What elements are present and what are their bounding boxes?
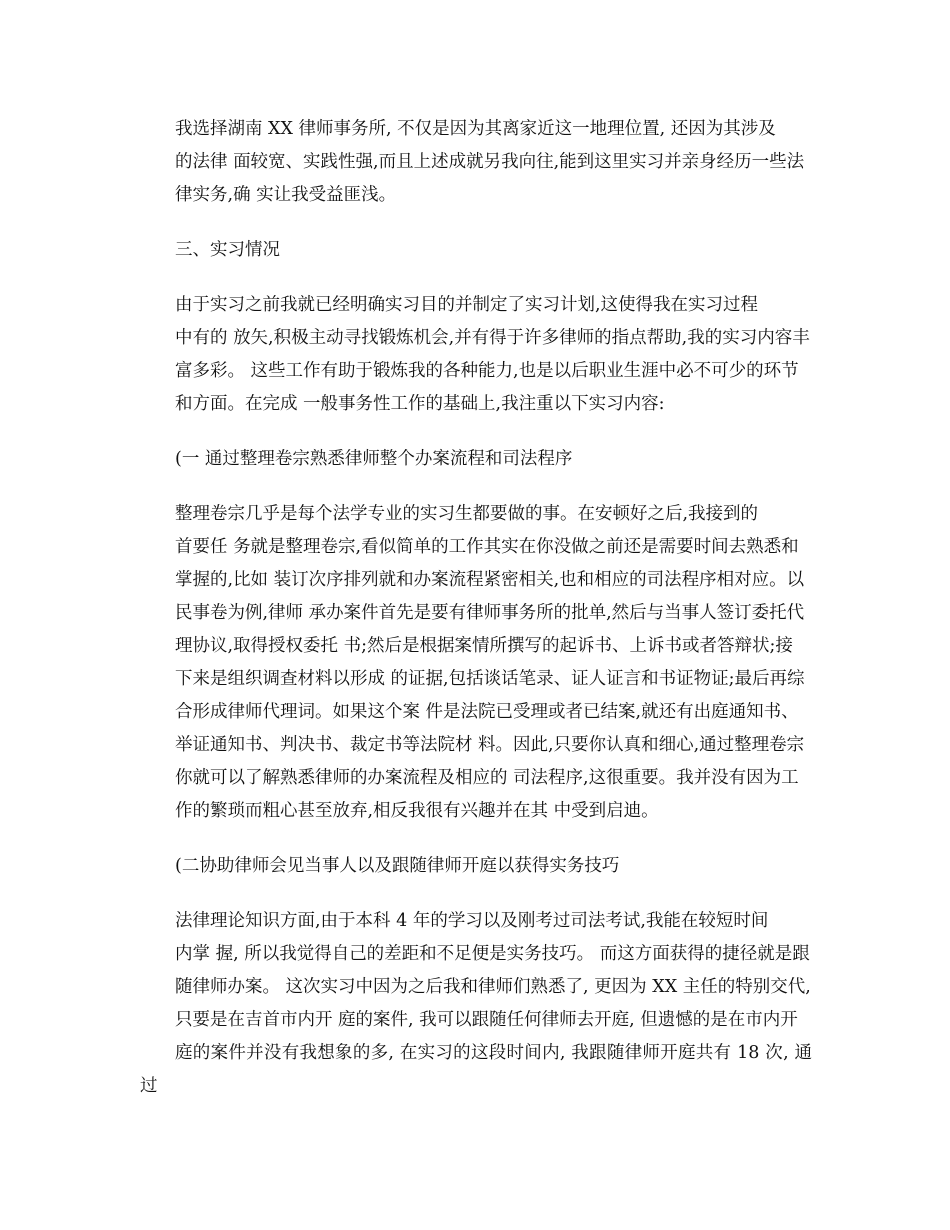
text-line: 整理卷宗几乎是每个法学专业的实习生都要做的事。在安顿好之后,我接到的 [175, 504, 759, 524]
paragraph-practice [140, 905, 812, 1103]
heading-line: (一 通过整理卷宗熟悉律师整个办案流程和司法程序 [175, 449, 573, 469]
text-line: 只要是在吉首市内开 庭的案件, 我可以跟随任何律师去开庭, 但遗憾的是在市内开 [175, 1010, 798, 1030]
text-line: 由于实习之前我就已经明确实习目的并制定了实习计划,这使得我在实习过程 [175, 295, 759, 315]
text-line: 和方面。在完成 一般事务性工作的基础上,我注重以下实习内容: [175, 394, 665, 414]
text-line: 民事卷为例,律师 承办案件首先是要有律师事务所的批单,然后与当事人签订委托代 [175, 603, 805, 623]
text-line: 下来是组织调查材料以形成 的证据,包括谈话笔录、证人证言和书证物证;最后再综 [175, 669, 805, 689]
heading-line: 三、实习情况 [175, 240, 280, 260]
text-line: 举证通知书、判决书、裁定书等法院材 料。因此,只要你认真和细心,通过整理卷宗 [175, 735, 805, 755]
text-line: 首要任 务就是整理卷宗,看似简单的工作其实在你没做之前还是需要时间去熟悉和 [175, 537, 799, 557]
paragraph-plan [140, 289, 812, 421]
text-line: 理协议,取得授权委托 书;然后是根据案情所撰写的起诉书、上诉书或者答辩状;接 [175, 636, 793, 656]
text-line: 法律理论知识方面,由于本科 4 年的学习以及刚考过司法考试,我能在较短时间 [175, 911, 769, 931]
paragraph-intro [140, 113, 812, 212]
text-line: 庭的案件并没有我想象的多, 在实习的这段时间内, 我跟随律师开庭共有 18 次, 通过 [140, 1043, 812, 1096]
text-line: 合形成律师代理词。如果这个案 件是法院已受理或者已结案,就还有出庭通知书、 [175, 702, 799, 722]
document-body [140, 113, 812, 1125]
text-line: 内掌 握, 所以我觉得自己的差距和不足便是实务技巧。 而这方面获得的捷径就是跟 [175, 944, 810, 964]
text-line: 随律师办案。 这次实习中因为之后我和律师们熟悉了, 更因为 XX 主任的特别交代, [175, 977, 811, 997]
section-heading [140, 234, 812, 267]
text-line: 你就可以了解熟悉律师的办案流程及相应的 司法程序,这很重要。我并没有因为工 [175, 768, 799, 788]
text-line: 掌握的,比如 装订次序排列就和办案流程紧密相关,也和相应的司法程序相对应。以 [175, 570, 805, 590]
text-line: 富多彩。 这些工作有助于锻炼我的各种能力,也是以后职业生涯中必不可少的环节 [175, 361, 799, 381]
text-line: 律实务,确 实让我受益匪浅。 [175, 185, 397, 205]
paragraph-files [140, 498, 812, 828]
text-line: 中有的 放矢,积极主动寻找锻炼机会,并有得于许多律师的指点帮助,我的实习内容丰 [175, 328, 810, 348]
text-line: 作的繁琐而粗心甚至放弃,相反我很有兴趣并在其 中受到启迪。 [175, 801, 659, 821]
subheading-two [140, 850, 812, 883]
subheading-one [140, 443, 812, 476]
heading-line: (二协助律师会见当事人以及跟随律师开庭以获得实务技巧 [175, 856, 620, 876]
text-line: 我选择湖南 XX 律师事务所, 不仅是因为其离家近这一地理位置, 还因为其涉及 [175, 119, 776, 139]
text-line: 的法律 面较宽、实践性强,而且上述成就另我向往,能到这里实习并亲身经历一些法 [175, 152, 805, 172]
